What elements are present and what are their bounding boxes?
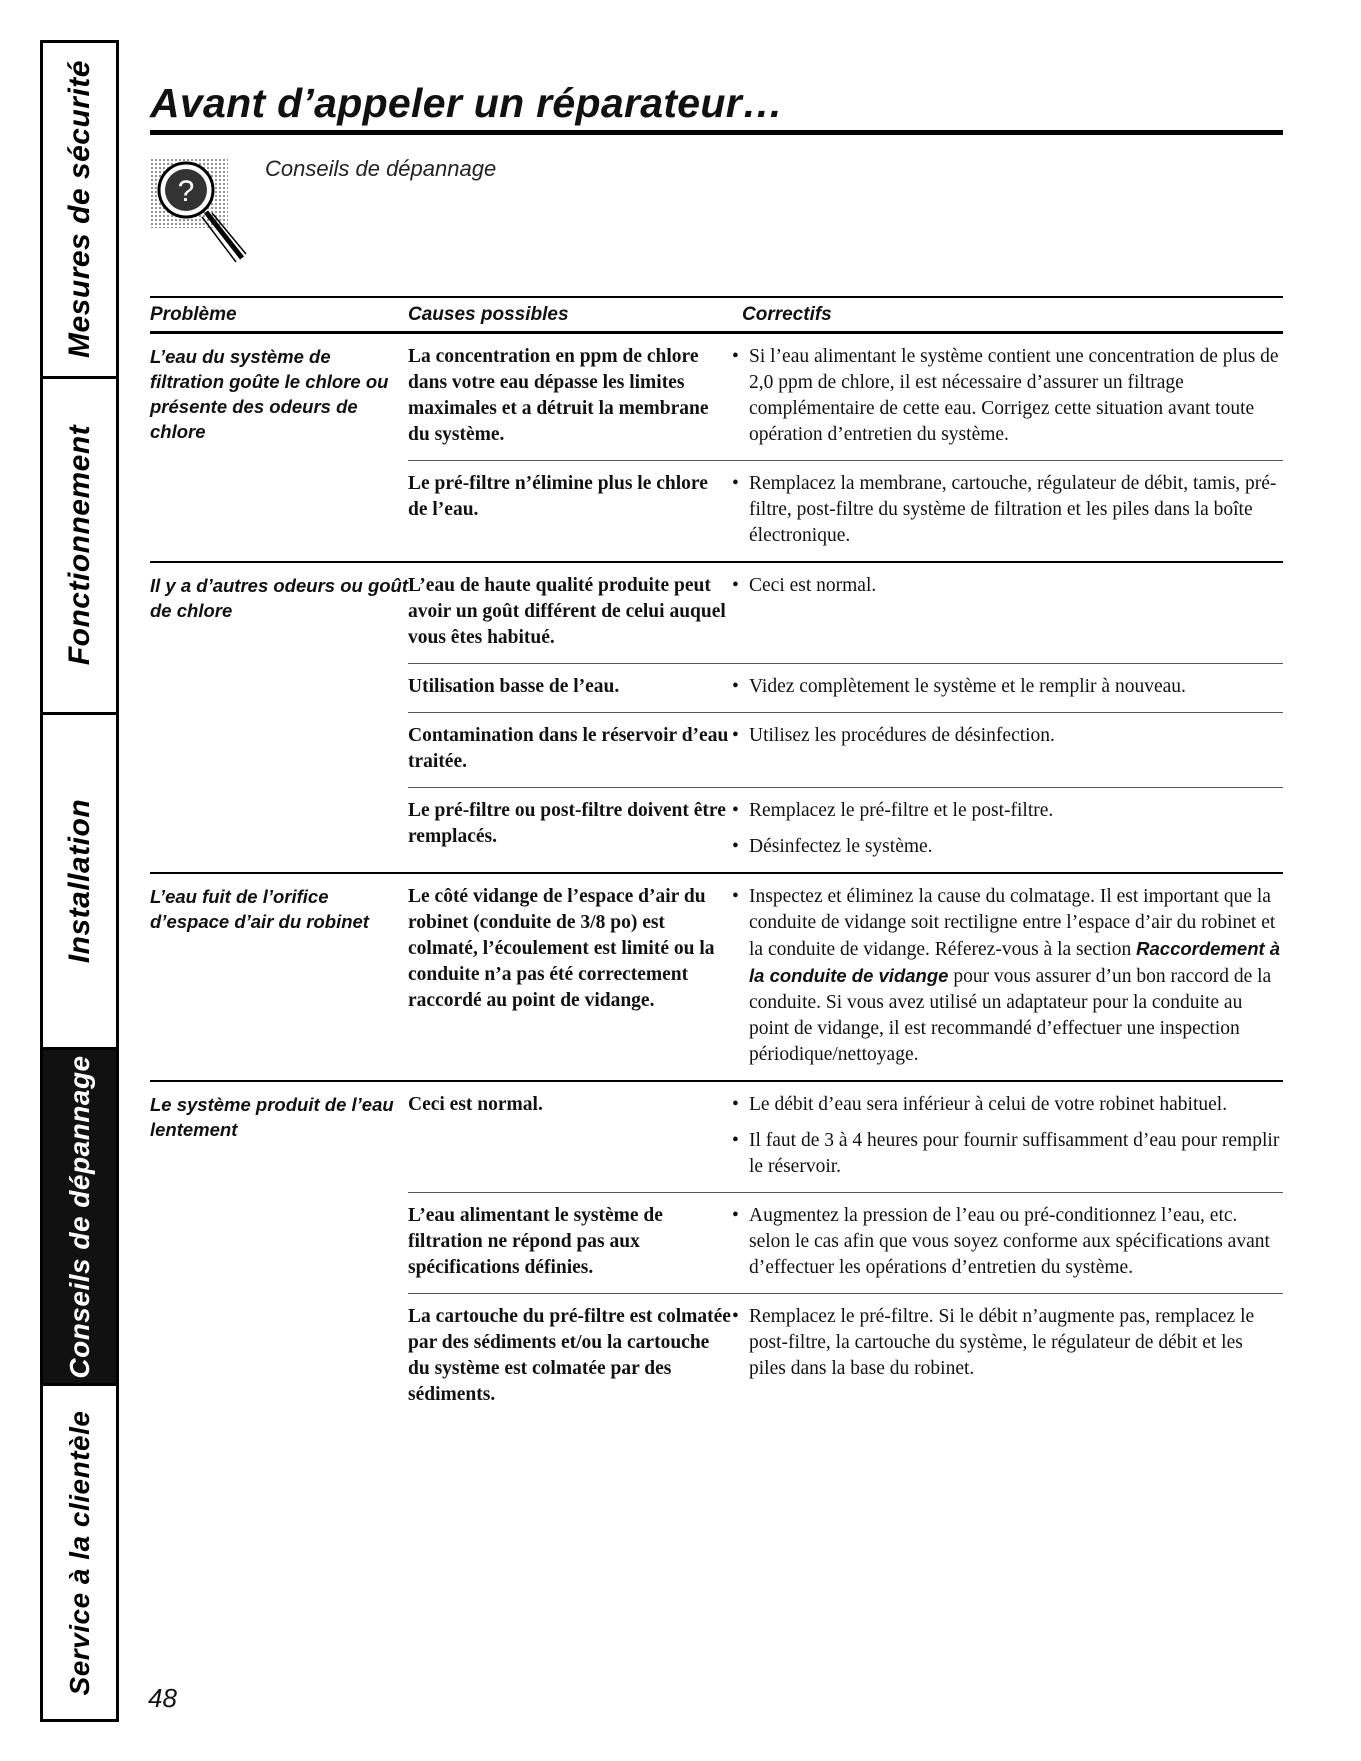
table-row	[408, 874, 1283, 1080]
table-row	[408, 460, 1283, 561]
tab-fonctionnement[interactable]	[43, 379, 116, 715]
tab-installation[interactable]	[43, 715, 116, 1051]
tab-label: Installation	[62, 798, 96, 964]
fix-text: • Videz complètement le système et le remplir à nouveau.	[732, 674, 1283, 700]
cause-text: La cartouche du pré-filtre est colmatée par des sédiments et/ou la cartouche du système est colmatée par des sédiments.	[408, 1306, 731, 1405]
svg-text:?: ?	[177, 175, 195, 208]
table-row	[408, 563, 1283, 663]
tab-mesures-de-securite[interactable]	[43, 43, 116, 379]
fix-text: • Remplacez la membrane, cartouche, régulateur de débit, tamis, pré-filtre, post-filtre du système de filtration et les piles dans la boîte électronique.	[732, 471, 1283, 549]
column-header-correctifs: Correctifs	[742, 304, 832, 325]
fix-text	[732, 884, 1283, 1068]
section-reference: Raccordement à la conduite de vidange	[749, 938, 1281, 986]
table-row	[408, 663, 1283, 712]
fix-text: • Utilisez les procédures de désinfection.	[732, 723, 1283, 749]
problem-group	[150, 1082, 1283, 1420]
cause-text: Le pré-filtre ou post-filtre doivent être remplacés.	[408, 800, 726, 847]
side-tab-navigation	[40, 40, 119, 1722]
column-header-causes: Causes possibles	[408, 304, 569, 325]
column-header-probleme: Problème	[150, 304, 237, 325]
fix-text: • Le débit d’eau sera inférieur à celui de votre robinet habituel.	[732, 1092, 1283, 1118]
table-row	[408, 1293, 1283, 1420]
tab-label: Conseils de dépannage	[63, 1055, 95, 1379]
fix-text: • Remplacez le pré-filtre et le post-filtre.	[732, 798, 1283, 824]
tab-conseils-de-depannage[interactable]	[43, 1050, 116, 1386]
cause-text: L’eau de haute qualité produite peut avoir un goût différent de celui auquel vous êtes habitué.	[408, 575, 726, 648]
problem-text: L’eau fuit de l’orifice d’espace d’air du robinet	[150, 886, 369, 932]
fix-text: • Il faut de 3 à 4 heures pour fournir suffisamment d’eau pour remplir le réservoir.	[732, 1128, 1283, 1180]
fix-text-part: pour vous assurer d’un bon raccord de la conduite. Si vous avez utilisé un adaptateur pour la conduite au point de vidange, il est recommandé d’effectuer une inspection périodique/nettoyage.	[749, 966, 1272, 1065]
cause-text: Le pré-filtre n’élimine plus le chlore de l’eau.	[408, 473, 708, 520]
page-number: 48	[148, 1683, 177, 1713]
troubleshooting-table	[150, 334, 1283, 1420]
magnifier-question-icon	[150, 150, 260, 270]
cause-text: Le côté vidange de l’espace d’air du robinet (conduite de 3/8 po) est colmaté, l’écoulement est limité ou la conduite n’a pas été correctement raccordé au point de vidange.	[408, 886, 715, 1011]
fix-text: • Augmentez la pression de l’eau ou pré-conditionnez l’eau, etc. selon le cas afin que vous soyez conforme aux spécifications avant d’effectuer les opérations d’entretien du système.	[732, 1203, 1283, 1281]
page-title: Avant d’appeler un réparateur…	[150, 80, 784, 126]
fix-text-part: Inspectez et éliminez la cause du colmatage. Il est important que la conduite de vidange soit rectiligne entre l’espace d’air du robinet et la conduite de vidange. Réferez-vous à la section	[749, 886, 1276, 960]
problem-group	[150, 874, 1283, 1082]
section-subtitle: Conseils de dépannage	[265, 156, 497, 181]
table-row	[408, 787, 1283, 872]
tab-label: Service à la clientèle	[63, 1410, 95, 1696]
cause-text: Utilisation basse de l’eau.	[408, 676, 620, 697]
table-row	[408, 712, 1283, 787]
cause-text: La concentration en ppm de chlore dans votre eau dépasse les limites maximales et a détruit la membrane du système.	[408, 346, 709, 445]
problem-text: Le système produit de l’eau lentement	[150, 1094, 394, 1140]
table-row	[408, 1082, 1283, 1192]
fix-text: • Remplacez le pré-filtre. Si le débit n’augmente pas, remplacez le post-filtre, la cartouche du système, le régulateur de débit et les piles dans la base du robinet.	[732, 1304, 1283, 1382]
problem-text: L’eau du système de filtration goûte le chlore ou présente des odeurs de chlore	[150, 346, 389, 442]
problem-group	[150, 563, 1283, 874]
table-row	[408, 1192, 1283, 1293]
problem-group	[150, 334, 1283, 563]
table-header	[150, 296, 1283, 334]
tab-label: Mesures de sécurité	[62, 60, 96, 359]
cause-text: Contamination dans le réservoir d’eau traitée.	[408, 725, 729, 772]
tab-label: Fonctionnement	[62, 425, 96, 666]
cause-text: L’eau alimentant le système de filtration ne répond pas aux spécifications définies.	[408, 1205, 663, 1278]
cause-text: Ceci est normal.	[408, 1094, 543, 1115]
fix-text: • Si l’eau alimentant le système contient une concentration de plus de 2,0 ppm de chlore, il est nécessaire d’assurer un filtrage complémentaire de cette eau. Corrigez cette situation avant toute opération d’entretien du système.	[732, 344, 1283, 448]
tab-service-a-la-clientele[interactable]	[43, 1386, 116, 1719]
fix-text: • Désinfectez le système.	[732, 834, 1283, 860]
title-rule	[150, 130, 1283, 135]
problem-text: Il y a d’autres odeurs ou goût de chlore	[150, 575, 409, 621]
fix-text: • Ceci est normal.	[732, 573, 1283, 599]
table-row	[408, 334, 1283, 460]
